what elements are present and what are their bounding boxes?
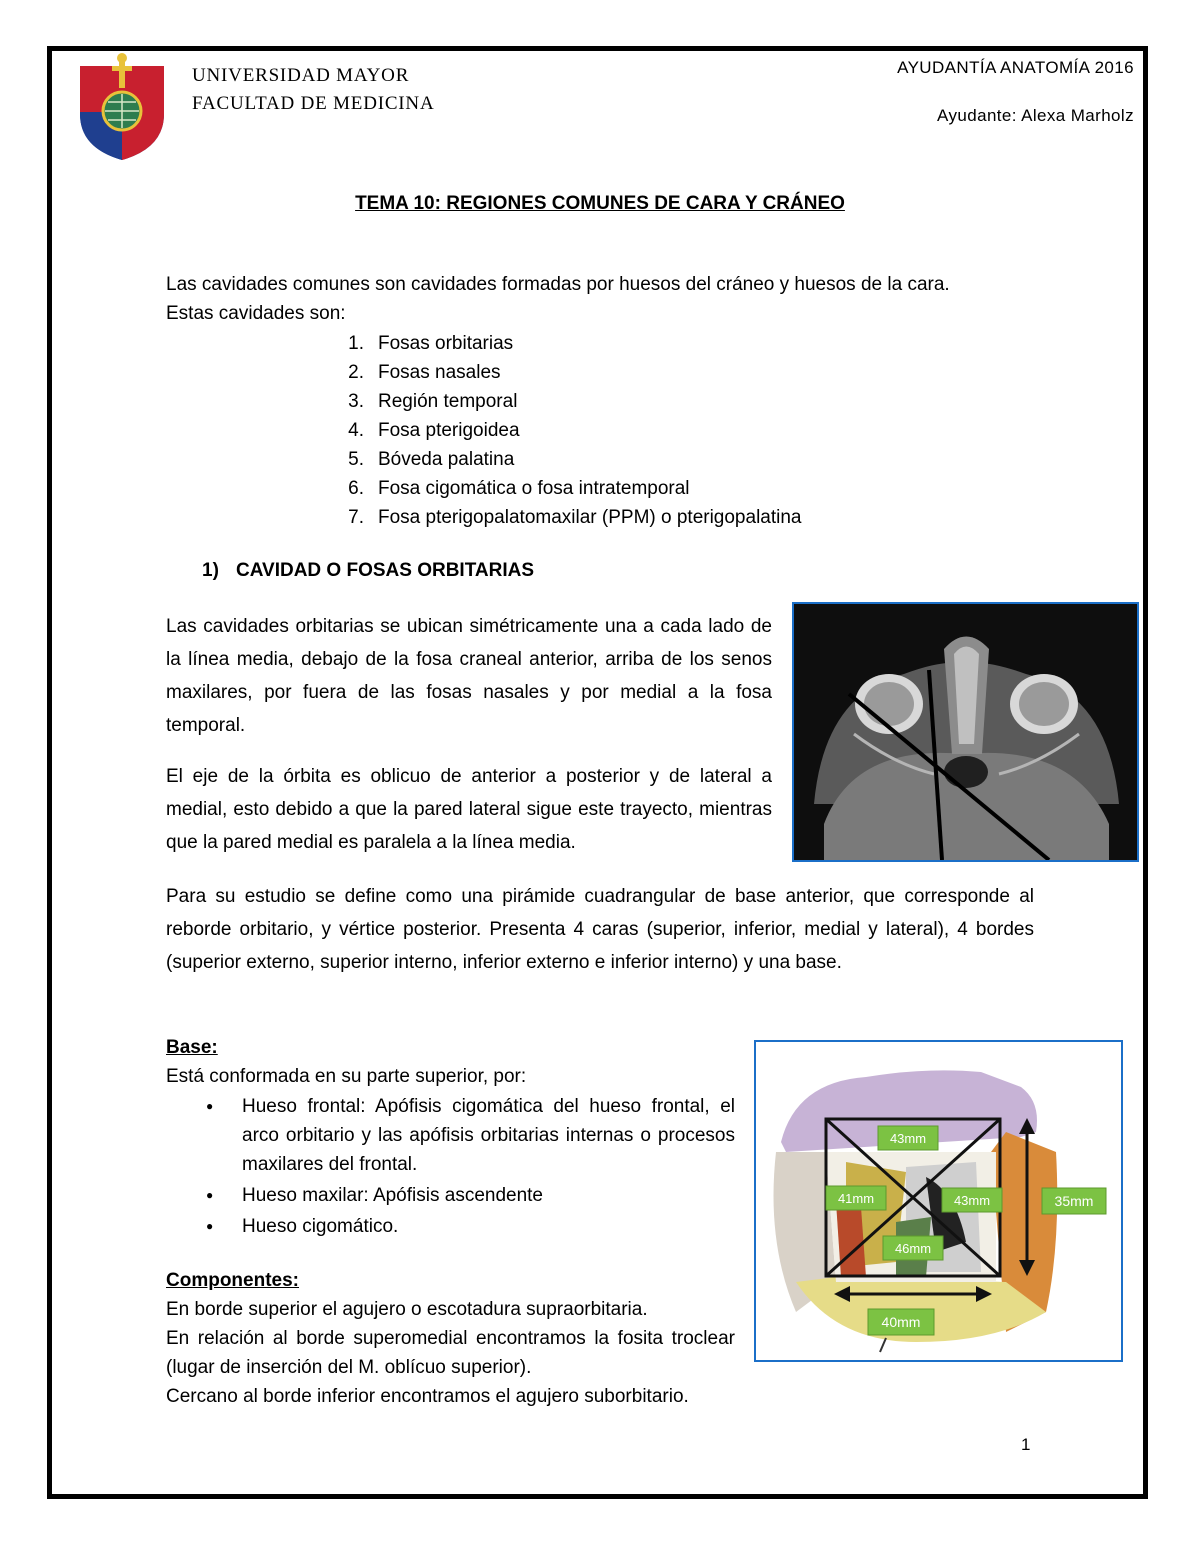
list-label: Fosas orbitarias [378, 333, 514, 354]
list-number: 5. [348, 449, 364, 470]
intro-line-2: Estas cavidades son: [166, 303, 346, 324]
label-bottom-46mm: 46mm [894, 1241, 932, 1256]
label-width-40mm: 40mm [881, 1314, 921, 1330]
label-right-43mm: 43mm [953, 1193, 991, 1208]
list-label: Fosa pterigoidea [378, 420, 520, 441]
section-number: 1) [202, 560, 219, 581]
list-label: Región temporal [378, 391, 518, 412]
section-title: CAVIDAD O FOSAS ORBITARIAS [236, 560, 535, 581]
page-title: TEMA 10: REGIONES COMUNES DE CARA Y CRÁNEO [355, 193, 845, 214]
mri-orbit-figure [792, 602, 1139, 862]
university-name: UNIVERSIDAD MAYOR [192, 65, 410, 86]
base-heading-text: Base: [166, 1037, 218, 1058]
list-item: ● Hueso frontal: Apófisis cigomática del hueso frontal, el arco orbitario y las apófisis orbitarias internas o procesos maxilares del frontal. [205, 1092, 735, 1179]
label-left-41mm: 41mm [837, 1191, 875, 1206]
orbit-location-paragraph: Las cavidades orbitarias se ubican simétricamente una a cada lado de la línea media, debajo de la fosa craneal anterior, arriba de los senos maxilares, por fuera de las fosas nasales y por medial a la fosa temporal. [166, 616, 772, 736]
components-heading [166, 1267, 299, 1296]
cavities-list [318, 329, 802, 532]
list-item [318, 387, 802, 416]
list-label: Fosa pterigopalatomaxilar (PPM) o pterigopalatina [378, 507, 802, 528]
course-label: AYUDANTÍA ANATOMÍA 2016 [897, 58, 1134, 77]
list-number: 2. [348, 362, 364, 383]
list-item [318, 416, 802, 445]
pyramid-paragraph: Para su estudio se define como una pirámide cuadrangular de base anterior, que corresponde al reborde orbitario, y vértice posterior. Presenta 4 caras (superior, inferior, medial y lateral), 4 bordes (superior externo, superior interno, inferior externo e inferior interno) y una base. [166, 886, 1034, 973]
orbit-axis-paragraph: El eje de la órbita es oblicuo de anterior a posterior y de lateral a medial, esto debido a que la pared lateral sigue este trayecto, mientras que la pared medial es paralela a la línea media. [166, 766, 772, 853]
institution-block [192, 62, 434, 118]
base-bullet-list [205, 1092, 735, 1241]
base-intro: Está conformada en su parte superior, por: [166, 1066, 527, 1087]
label-top-43mm: 43mm [889, 1131, 927, 1146]
list-number: 6. [348, 478, 364, 499]
intro-line-1: Las cavidades comunes son cavidades formadas por huesos del cráneo y huesos de la cara. [166, 274, 950, 295]
assistant-label: Ayudante: Alexa Marholz [937, 106, 1134, 125]
label-height-35mm: 35mm [1054, 1193, 1094, 1209]
list-label: Fosas nasales [378, 362, 501, 383]
list-item: ● Hueso cigomático. [205, 1212, 735, 1241]
components-line-1: En borde superior el agujero o escotadura supraorbitaria. [166, 1299, 648, 1320]
section-heading [202, 560, 534, 582]
faculty-name: FACULTAD DE MEDICINA [192, 93, 435, 114]
list-number: 4. [348, 420, 364, 441]
components-line-2: En relación al borde superomedial encontramos la fosita troclear (lugar de inserción del M. oblícuo superior). [166, 1328, 735, 1378]
list-number: 3. [348, 391, 364, 412]
list-item [318, 503, 802, 532]
list-label: Bóveda palatina [378, 449, 515, 470]
orbit-dimensions-diagram [756, 1042, 1121, 1360]
mri-orbit-image [794, 604, 1137, 860]
list-item: ● Hueso maxilar: Apófisis ascendente [205, 1181, 735, 1210]
list-item [318, 474, 802, 503]
components-line-3: Cercano al borde inferior encontramos el agujero suborbitario. [166, 1386, 689, 1407]
list-item [318, 329, 802, 358]
orbit-dimensions-figure [754, 1040, 1123, 1362]
page-number: 1 [1021, 1435, 1031, 1454]
list-label: Fosa cigomática o fosa intratemporal [378, 478, 690, 499]
list-item [318, 445, 802, 474]
list-number: 7. [348, 507, 364, 528]
base-heading [166, 1034, 218, 1063]
university-crest-logo [75, 52, 169, 162]
components-heading-text: Componentes: [166, 1270, 299, 1291]
list-item [318, 358, 802, 387]
list-number: 1. [348, 333, 364, 354]
